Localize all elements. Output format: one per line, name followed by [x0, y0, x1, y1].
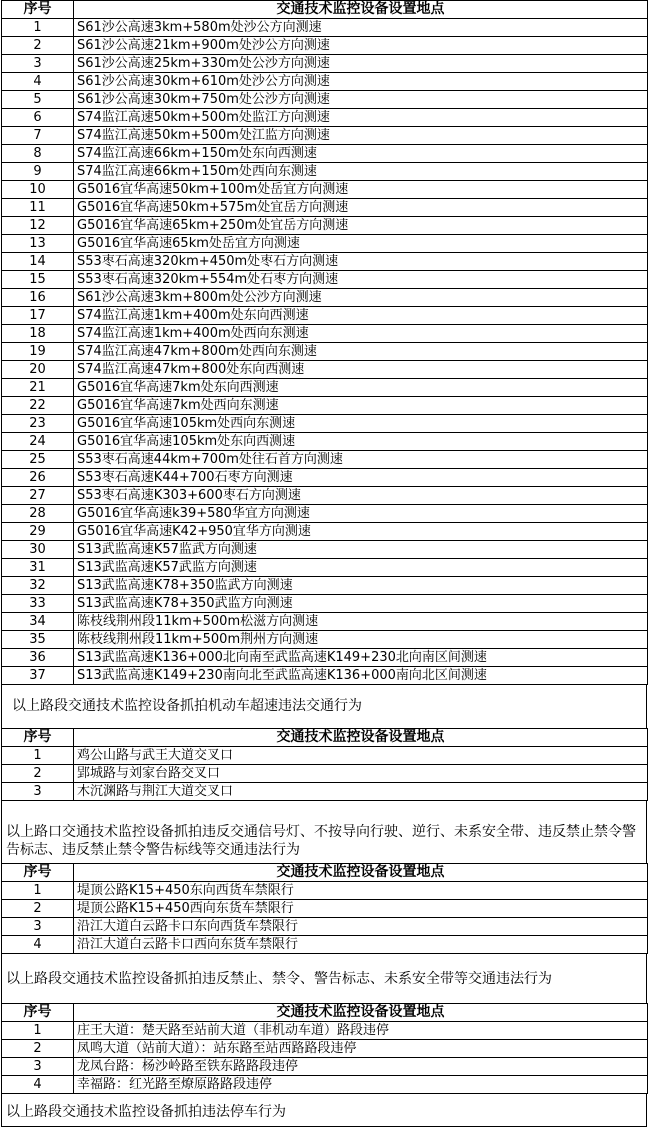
- speed-camera-table: [1, 0, 648, 685]
- table-row: [2, 936, 648, 954]
- row-index: 23: [2, 415, 74, 433]
- header-index: 序号: [2, 864, 74, 882]
- table-row: [2, 91, 648, 109]
- row-index: 32: [2, 577, 74, 595]
- row-location: G5016宜华高速105km处西向东测速: [74, 415, 648, 433]
- row-location: S53枣石高速K303+600枣石方向测速: [74, 487, 648, 505]
- truck-restriction-table: [1, 863, 648, 954]
- intersection-camera-table: [1, 728, 648, 801]
- header-index: 序号: [2, 1004, 74, 1022]
- table-row: [2, 469, 648, 487]
- table-row: [2, 747, 648, 765]
- row-location: S74监江高速66km+150m处东向西测速: [74, 145, 648, 163]
- section-note-intersection: 以上路口交通技术监控设备抓拍违反交通信号灯、不按导向行驶、逆行、未系安全带、违反禁止禁令警告标志、违反禁止禁令警告标线等交通违法行为: [1, 801, 647, 863]
- row-index: 10: [2, 181, 74, 199]
- row-location: 沿江大道白云路卡口西向东货车禁限行: [74, 936, 648, 954]
- row-location: 堤顶公路K15+450东向西货车禁限行: [74, 882, 648, 900]
- row-location: S53枣石高速K44+700石枣方向测速: [74, 469, 648, 487]
- row-location: 堤顶公路K15+450西向东货车禁限行: [74, 900, 648, 918]
- table-body: [2, 882, 648, 954]
- section-note-speeding: 以上路段交通技术监控设备抓拍机动车超速违法交通行为: [1, 685, 647, 728]
- table-row: [2, 631, 648, 649]
- table-row: [2, 55, 648, 73]
- row-location: G5016宜华高速7km处东向西测速: [74, 379, 648, 397]
- table-row: [2, 900, 648, 918]
- table-row: [2, 217, 648, 235]
- row-index: 5: [2, 91, 74, 109]
- row-index: 28: [2, 505, 74, 523]
- row-index: 14: [2, 253, 74, 271]
- row-index: 1: [2, 882, 74, 900]
- table-row: [2, 1058, 648, 1076]
- row-index: 33: [2, 595, 74, 613]
- row-location: S74监江高速50km+500m处江监方向测速: [74, 127, 648, 145]
- table-row: [2, 649, 648, 667]
- row-index: 22: [2, 397, 74, 415]
- table-row: [2, 235, 648, 253]
- row-location: S53枣石高速320km+450m处枣石方向测速: [74, 253, 648, 271]
- row-index: 17: [2, 307, 74, 325]
- header-row: [2, 864, 648, 882]
- table-row: [2, 181, 648, 199]
- table-row: [2, 541, 648, 559]
- row-index: 20: [2, 361, 74, 379]
- table-row: [2, 343, 648, 361]
- row-index: 2: [2, 765, 74, 783]
- row-index: 13: [2, 235, 74, 253]
- row-index: 18: [2, 325, 74, 343]
- table-row: [2, 307, 648, 325]
- header-row: [2, 1, 648, 19]
- row-location: S74监江高速1km+400m处西向东测速: [74, 325, 648, 343]
- table-row: [2, 19, 648, 37]
- header-location: 交通技术监控设备设置地点: [74, 864, 648, 882]
- row-index: 1: [2, 747, 74, 765]
- row-location: S13武监高速K149+230南向北至武监高速K136+000南向北区间测速: [74, 667, 648, 685]
- row-location: S74监江高速1km+400m处东向西测速: [74, 307, 648, 325]
- row-index: 35: [2, 631, 74, 649]
- row-index: 3: [2, 918, 74, 936]
- row-index: 24: [2, 433, 74, 451]
- table-row: [2, 271, 648, 289]
- row-index: 26: [2, 469, 74, 487]
- table-row: [2, 451, 648, 469]
- table-row: [2, 361, 648, 379]
- row-location: 沿江大道白云路卡口东向西货车禁限行: [74, 918, 648, 936]
- row-index: 2: [2, 1040, 74, 1058]
- row-location: G5016宜华高速65km+250m处宜岳方向测速: [74, 217, 648, 235]
- row-location: 陈枝线荆州段11km+500m松滋方向测速: [74, 613, 648, 631]
- row-location: 幸福路：红光路至燎原路路段违停: [74, 1076, 648, 1094]
- header-index: 序号: [2, 729, 74, 747]
- header-index: 序号: [2, 1, 74, 19]
- row-index: 7: [2, 127, 74, 145]
- table-row: [2, 1040, 648, 1058]
- row-index: 3: [2, 55, 74, 73]
- row-location: G5016宜华高速7km处西向东测速: [74, 397, 648, 415]
- row-index: 25: [2, 451, 74, 469]
- row-index: 34: [2, 613, 74, 631]
- table-row: [2, 109, 648, 127]
- row-index: 1: [2, 19, 74, 37]
- row-location: S13武监高速K57武监方向测速: [74, 559, 648, 577]
- row-location: 陈枝线荆州段11km+500m荆州方向测速: [74, 631, 648, 649]
- row-location: G5016宜华高速k39+580华宜方向测速: [74, 505, 648, 523]
- table-row: [2, 253, 648, 271]
- section-note-prohibition: 以上路段交通技术监控设备抓拍违反禁止、禁令、警告标志、未系安全带等交通违法行为: [1, 954, 647, 1003]
- row-index: 15: [2, 271, 74, 289]
- row-index: 4: [2, 1076, 74, 1094]
- row-location: S74监江高速66km+150m处西向东测速: [74, 163, 648, 181]
- row-index: 11: [2, 199, 74, 217]
- table-row: [2, 433, 648, 451]
- row-location: S61沙公高速30km+750m处公沙方向测速: [74, 91, 648, 109]
- table-row: [2, 325, 648, 343]
- row-location: 凤鸣大道（站前大道）：站东路至站西路路段违停: [74, 1040, 648, 1058]
- table-row: [2, 199, 648, 217]
- row-location: S61沙公高速30km+610m处沙公方向测速: [74, 73, 648, 91]
- table-body: [2, 747, 648, 801]
- header-row: [2, 1004, 648, 1022]
- row-location: S13武监高速K78+350监武方向测速: [74, 577, 648, 595]
- row-index: 19: [2, 343, 74, 361]
- table-row: [2, 73, 648, 91]
- row-location: S13武监高速K136+000北向南至武监高速K149+230北向南区间测速: [74, 649, 648, 667]
- row-location: S61沙公高速21km+900m处沙公方向测速: [74, 37, 648, 55]
- row-index: 21: [2, 379, 74, 397]
- row-index: 3: [2, 1058, 74, 1076]
- table-row: [2, 613, 648, 631]
- table-row: [2, 783, 648, 801]
- row-location: G5016宜华高速50km+575m处宜岳方向测速: [74, 199, 648, 217]
- row-index: 1: [2, 1022, 74, 1040]
- row-location: G5016宜华高速K42+950宜华方向测速: [74, 523, 648, 541]
- row-location: S61沙公高速3km+800m处公沙方向测速: [74, 289, 648, 307]
- table-row: [2, 145, 648, 163]
- table-row: [2, 505, 648, 523]
- row-index: 2: [2, 37, 74, 55]
- spreadsheet: [1, 0, 647, 1127]
- row-location: S61沙公高速3km+580m处沙公方向测速: [74, 19, 648, 37]
- table-row: [2, 379, 648, 397]
- row-index: 4: [2, 936, 74, 954]
- row-location: G5016宜华高速65km处岳宜方向测速: [74, 235, 648, 253]
- table-row: [2, 37, 648, 55]
- table-row: [2, 918, 648, 936]
- row-location: S13武监高速K78+350武监方向测速: [74, 595, 648, 613]
- table-row: [2, 487, 648, 505]
- table-row: [2, 415, 648, 433]
- row-location: 庄王大道：楚天路至站前大道（非机动车道）路段违停: [74, 1022, 648, 1040]
- row-index: 2: [2, 900, 74, 918]
- table-row: [2, 127, 648, 145]
- row-index: 4: [2, 73, 74, 91]
- row-location: 郢城路与刘家台路交叉口: [74, 765, 648, 783]
- table-body: [2, 1022, 648, 1094]
- row-location: S74监江高速47km+800处东向西测速: [74, 361, 648, 379]
- row-index: 37: [2, 667, 74, 685]
- table-row: [2, 397, 648, 415]
- row-location: S61沙公高速25km+330m处公沙方向测速: [74, 55, 648, 73]
- table-row: [2, 289, 648, 307]
- header-location: 交通技术监控设备设置地点: [74, 1004, 648, 1022]
- header-location: 交通技术监控设备设置地点: [74, 1, 648, 19]
- table-row: [2, 163, 648, 181]
- table-row: [2, 595, 648, 613]
- table-row: [2, 667, 648, 685]
- table-row: [2, 523, 648, 541]
- row-location: S13武监高速K57监武方向测速: [74, 541, 648, 559]
- row-location: S53枣石高速320km+554m处石枣方向测速: [74, 271, 648, 289]
- row-index: 3: [2, 783, 74, 801]
- row-index: 36: [2, 649, 74, 667]
- table-row: [2, 577, 648, 595]
- row-index: 8: [2, 145, 74, 163]
- row-index: 30: [2, 541, 74, 559]
- row-location: S74监江高速50km+500m处监江方向测速: [74, 109, 648, 127]
- row-location: 木沉渊路与荆江大道交叉口: [74, 783, 648, 801]
- row-location: 龙凤台路：杨沙岭路至铁东路路段违停: [74, 1058, 648, 1076]
- row-index: 9: [2, 163, 74, 181]
- row-index: 27: [2, 487, 74, 505]
- row-index: 31: [2, 559, 74, 577]
- table-row: [2, 882, 648, 900]
- row-index: 29: [2, 523, 74, 541]
- row-location: 鸡公山路与武王大道交叉口: [74, 747, 648, 765]
- row-location: G5016宜华高速50km+100m处岳宜方向测速: [74, 181, 648, 199]
- row-location: S53枣石高速44km+700m处往石首方向测速: [74, 451, 648, 469]
- table-row: [2, 559, 648, 577]
- table-body: [2, 19, 648, 685]
- table-row: [2, 765, 648, 783]
- row-location: S74监江高速47km+800m处西向东测速: [74, 343, 648, 361]
- row-index: 6: [2, 109, 74, 127]
- row-location: G5016宜华高速105km处东向西测速: [74, 433, 648, 451]
- row-index: 12: [2, 217, 74, 235]
- table-row: [2, 1022, 648, 1040]
- table-row: [2, 1076, 648, 1094]
- section-note-parking: 以上路段交通技术监控设备抓拍违法停车行为: [1, 1094, 647, 1127]
- row-index: 16: [2, 289, 74, 307]
- header-row: [2, 729, 648, 747]
- header-location: 交通技术监控设备设置地点: [74, 729, 648, 747]
- parking-camera-table: [1, 1003, 648, 1094]
